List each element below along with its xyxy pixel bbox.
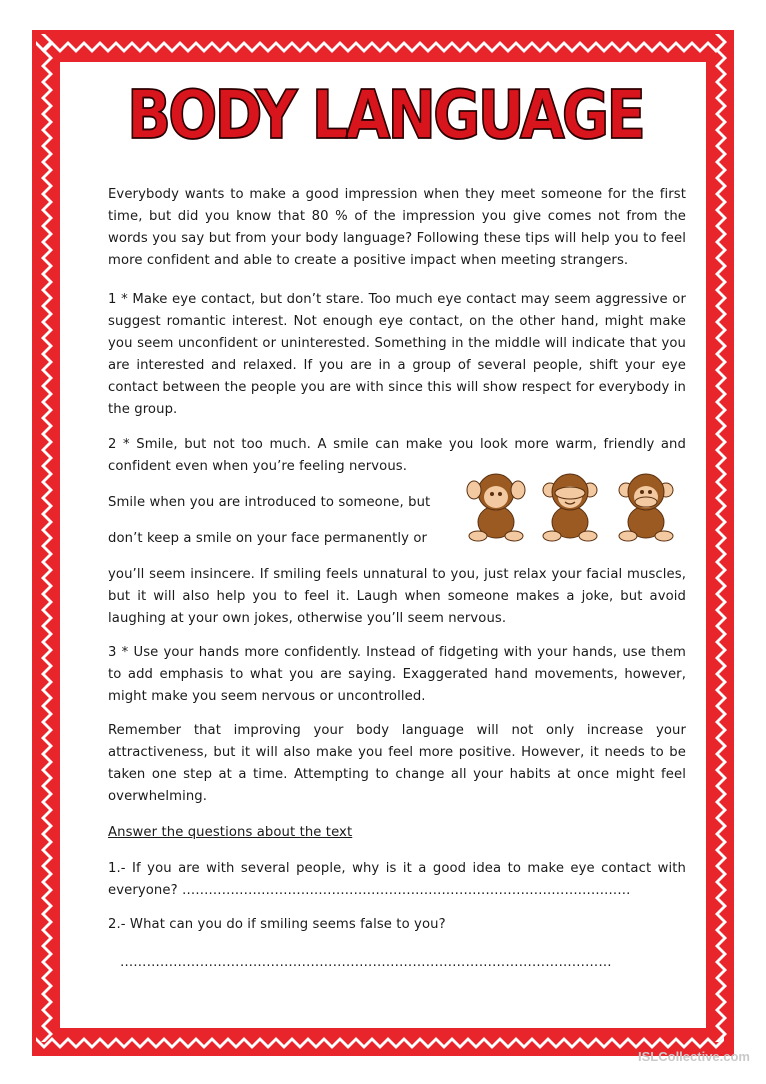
tip-1-paragraph: 1 * Make eye contact, but don’t stare. Too much eye contact may seem aggressive or suggest romantic interest. Not enough eye contact, on the other hand, might make you seem unconfident or uninterested. Something in the middle will indicate that you are interested and relaxed. If you are in a group of several people, shift your eye contact between the people you are with since this will show respect for everybody in the group. [108, 292, 686, 417]
monkey-face [484, 486, 508, 508]
question-1 [108, 858, 686, 902]
watermark: ISLCollective.com [638, 1049, 750, 1064]
questions-heading: Answer the questions about the text [108, 825, 353, 840]
intro-paragraph: Everybody wants to make a good impression when they meet someone for the first time, but did you know that 80 % of the impression you give comes not from the words you say but from your body language? Following these tips will help you to feel more confident and able to create a positive impact when meeting strangers. [108, 187, 686, 268]
question-2: 2.- What can you do if smiling seems false to you? [108, 917, 446, 932]
monkey-eye [498, 492, 502, 496]
question-1-text: 1.- If you are with several people, why is it a good idea to make eye contact with everyone? [108, 861, 686, 898]
monkey-foot [579, 531, 597, 541]
three-monkeys-image [460, 470, 686, 542]
monkey-hand [511, 481, 525, 499]
monkey-hands [555, 487, 585, 499]
worksheet-title [126, 76, 644, 155]
monkey-foot [619, 531, 637, 541]
tip-2-line-3: don’t keep a smile on your face permanently or [108, 531, 428, 546]
monkey-foot [543, 531, 561, 541]
title-text: BODY LANGUAGE [126, 76, 644, 155]
monkey-foot [505, 531, 523, 541]
monkey-foot [469, 531, 487, 541]
question-2-answer-line[interactable]: ………………………………………………………………………………………………… [120, 955, 612, 970]
monkey-eye [648, 490, 652, 494]
monkey-eye [640, 490, 644, 494]
monkey-hand [467, 481, 481, 499]
tip-2-paragraph: 2 * Smile, but not too much. A smile can make you look more warm, friendly and confident even when you’re feeling nervous. [108, 437, 686, 474]
closing-paragraph: Remember that improving your body language will not only increase your attractiveness, but it will also make you feel more positive. However, it needs to be taken one step at a time. Attempting to change all your habits at once might feel overwhelming. [108, 723, 686, 804]
tip-2-continuation: you’ll seem insincere. If smiling feels unnatural to you, just relax your facial muscles, but it will also help you to feel it. Laugh when someone makes a joke, but avoid laughing at your own jokes, otherwise you’ll seem nervous. [108, 567, 686, 626]
tip-2-line-2: Smile when you are introduced to someone, but [108, 495, 431, 510]
monkey-eye [490, 492, 494, 496]
worksheet-content [60, 62, 706, 1028]
monkey-foot [655, 531, 673, 541]
monkey-hands [635, 497, 657, 507]
question-1-answer-line[interactable]: ………………………………………………………………………………………… [182, 883, 631, 898]
tip-3-paragraph: 3 * Use your hands more confidently. Instead of fidgeting with your hands, use them to add emphasis to what you are saying. Exaggerated hand movements, however, might make you seem nervous or uncontrolled. [108, 645, 686, 704]
